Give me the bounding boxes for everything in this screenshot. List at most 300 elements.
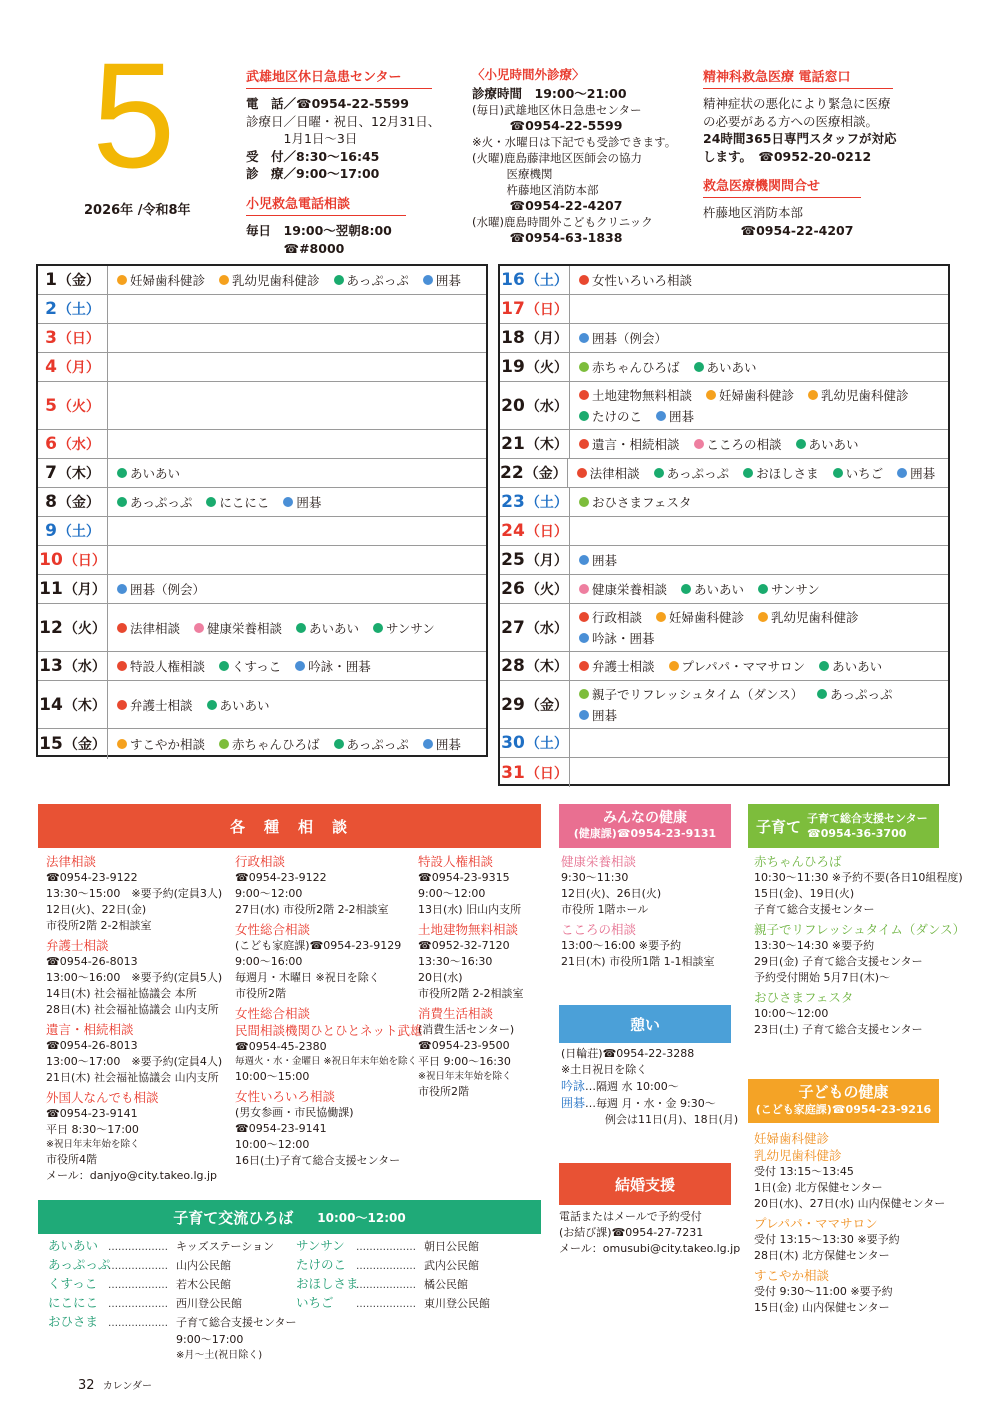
- dot-leader: ………………: [356, 1280, 416, 1291]
- weekday: 木: [539, 659, 554, 675]
- event-label: 健康栄養相談: [207, 620, 283, 636]
- section-heading: 特設人権相談: [418, 854, 494, 869]
- weekday: 火: [77, 620, 92, 637]
- info-text: 20日(水)、27日(水) 山内保健センター: [754, 1197, 946, 1210]
- info-block: [754, 921, 966, 986]
- pediatric-line: ※火・水曜日は下記でも受診できます。: [472, 134, 677, 149]
- hiroba-place: 東川登公民館: [424, 1297, 490, 1310]
- calendar-row-day-3: [38, 324, 486, 353]
- kosodate-center: 子育て総合支援センター: [807, 812, 928, 825]
- dot-leader: ………………: [356, 1261, 416, 1272]
- info-text: 平日 9:00～16:30: [418, 1055, 511, 1068]
- event-label: 女性いろいろ相談: [592, 273, 693, 288]
- event-label: 囲碁: [592, 553, 618, 568]
- teal-dot-icon: [819, 661, 829, 671]
- info-block: [754, 1267, 954, 1316]
- event-label: あいあい: [219, 697, 270, 713]
- psych-line: の必要がある方への医療相談。: [703, 113, 879, 129]
- info-text: ☎0952-32-7120: [418, 939, 510, 952]
- green-dot-icon: [579, 497, 589, 507]
- igo-schedule: …毎週 月・水・金 9:30～: [585, 1097, 716, 1110]
- weekday: 土: [71, 524, 86, 540]
- info-text: 15日(金) 山内保健センター: [754, 1301, 890, 1314]
- calendar-row-day-13: [38, 652, 486, 681]
- kodomo-header: [748, 1079, 939, 1123]
- day-number: 25: [501, 550, 525, 570]
- calendar-row-day-30: [500, 729, 948, 758]
- psych-line: します。 ☎0952-20-0212: [703, 148, 872, 164]
- day-number: 20: [501, 395, 525, 416]
- red-dot-icon: [579, 390, 589, 400]
- holiday_center-line: 診 療／9:00～17:00: [246, 166, 380, 181]
- event-item: [117, 735, 205, 753]
- info-text: 市役所 1階ホール: [561, 903, 649, 916]
- weekday: 土: [539, 736, 554, 752]
- weekday-label: （土）: [525, 273, 568, 289]
- section-heading: おひさまフェスタ: [754, 990, 854, 1005]
- red-dot-icon: [579, 612, 589, 622]
- event-item: [656, 608, 744, 626]
- weekday: 金: [77, 737, 92, 753]
- info-text: 受付 13:15～13:30 ※要予約: [754, 1233, 900, 1246]
- day-number: 12: [39, 617, 63, 638]
- event-label: 妊婦歯科健診: [719, 388, 795, 403]
- date-cell: [500, 459, 568, 487]
- child-phone-title: 小児救急電話相談: [246, 193, 406, 216]
- event-item: [579, 329, 667, 347]
- consult-column-3: [418, 853, 548, 1103]
- day-number: 6: [45, 434, 57, 454]
- weekday-label: （土）: [57, 302, 100, 318]
- day-number: 19: [501, 357, 525, 377]
- teal-dot-icon: [334, 275, 344, 285]
- event-item: [117, 493, 192, 511]
- hiroba-place: 橘公民館: [424, 1278, 468, 1291]
- blue-dot-icon: [283, 497, 293, 507]
- orange-dot-icon: [656, 612, 666, 622]
- event-label: 囲碁（例会）: [130, 582, 206, 597]
- day-number: 10: [39, 550, 63, 570]
- event-item: [296, 619, 359, 637]
- holiday_center-line: 1月1日～3日: [246, 131, 358, 146]
- weekday: 土: [539, 495, 554, 511]
- footer: [78, 1377, 152, 1393]
- event-item: [117, 696, 193, 714]
- event-label: 親子でリフレッシュタイム（ダンス）: [592, 687, 804, 702]
- date-cell: [38, 604, 108, 651]
- info-text: 9:00～12:00: [235, 887, 303, 900]
- pediatric-line: (火曜)鹿島藤津地区医師会の協力: [472, 150, 642, 165]
- info-text: ☎0954-23-9141: [46, 1107, 138, 1120]
- info-text: 毎週月・木曜日 ※祝日を除く: [235, 971, 380, 984]
- event-item: [579, 706, 617, 724]
- weekday-label: （金）: [57, 495, 100, 511]
- day-number: 30: [501, 733, 525, 753]
- event-item: [579, 551, 617, 569]
- event-line: [579, 493, 948, 511]
- holiday-center-block: [246, 66, 441, 183]
- calendar-row-day-29: [500, 681, 948, 729]
- hiroba-title: 子育て交流ひろば: [173, 1208, 294, 1227]
- event-line: [117, 696, 486, 714]
- info-block: [235, 1088, 420, 1169]
- hiroba-place: 武内公民館: [424, 1259, 479, 1272]
- info-text: 12日(火)、26日(火): [561, 887, 662, 900]
- info-block: [46, 1089, 231, 1184]
- event-item: [808, 386, 909, 404]
- date-cell: [500, 266, 570, 294]
- day-number: 9: [45, 521, 57, 541]
- info-text: 10:00～15:00: [235, 1070, 310, 1083]
- info-text: 市役所2階: [418, 1085, 469, 1098]
- calendar-row-day-6: [38, 430, 486, 459]
- emergency-title: 救急医療機関問合せ: [703, 175, 861, 198]
- info-text: 21日(木) 市役所1階 1-1相談室: [561, 955, 715, 968]
- weekday: 日: [539, 524, 554, 540]
- day-number: 21: [501, 434, 525, 454]
- info-block: [46, 937, 231, 1018]
- event-line: [577, 464, 949, 482]
- info-text: 10:00～12:00: [754, 1007, 829, 1020]
- section-heading: 弁護士相談: [46, 938, 109, 953]
- event-item: [694, 358, 757, 376]
- event-list: [108, 657, 486, 675]
- weekday: 木: [77, 697, 92, 714]
- date-cell: [500, 729, 570, 757]
- date-cell: [500, 324, 570, 352]
- day-number: 27: [501, 617, 525, 638]
- calendar-row-day-18: [500, 324, 948, 353]
- calendar-row-day-16: [500, 266, 948, 295]
- event-list: [108, 580, 486, 598]
- teal-dot-icon: [219, 661, 229, 671]
- weekday: 日: [77, 553, 92, 569]
- event-item: [283, 493, 321, 511]
- date-cell: [500, 353, 570, 381]
- orange-dot-icon: [669, 661, 679, 671]
- pediatric-block: [472, 66, 677, 246]
- info-text: 27日(水) 市役所2階 2-2相談室: [235, 903, 389, 916]
- info-text: 予約受付開始 5月7日(木)～: [754, 971, 891, 984]
- info-text: 21日(木) 社会福祉協議会 山内支所: [46, 1071, 219, 1084]
- teal-dot-icon: [117, 468, 127, 478]
- day-number: 8: [45, 492, 57, 512]
- date-cell: [38, 681, 108, 728]
- section-heading: 行政相談: [235, 854, 286, 869]
- event-label: 乳幼児歯科健診: [232, 273, 320, 288]
- event-label: 健康栄養相談: [592, 582, 668, 597]
- info-text: 市役所2階: [235, 987, 286, 1000]
- blue-dot-icon: [579, 555, 589, 565]
- date-cell: [500, 517, 570, 545]
- info-text: 28日(木) 社会福祉協議会 山内支所: [46, 1003, 219, 1016]
- emergency-lines: [703, 204, 861, 239]
- event-label: あいあい: [694, 582, 745, 597]
- ikoi-body: [561, 1046, 739, 1128]
- month-number: 5: [92, 31, 176, 199]
- event-item: [194, 619, 282, 637]
- event-line: [579, 329, 948, 347]
- event-item: [897, 464, 935, 482]
- event-item: [656, 407, 694, 425]
- event-list: [570, 685, 948, 724]
- info-block: [561, 921, 736, 970]
- event-line: [579, 386, 948, 404]
- day-number: 16: [501, 270, 525, 290]
- weekday: 日: [539, 302, 554, 318]
- section-heading: 遺言・相続相談: [46, 1022, 134, 1037]
- date-cell: [38, 295, 108, 323]
- date-cell: [38, 517, 108, 545]
- info-block: [418, 1005, 548, 1100]
- calendar-row-day-8: [38, 488, 486, 517]
- blue-dot-icon: [295, 661, 305, 671]
- hiroba-name: おほしさま: [296, 1276, 359, 1291]
- info-text: 15日(金)、19日(火): [754, 887, 855, 900]
- red-dot-icon: [579, 439, 589, 449]
- info-text: 13:30～15:00 ※要予約(定員3人): [46, 887, 223, 900]
- event-item: [579, 657, 655, 675]
- day-number: 13: [39, 656, 63, 676]
- event-line: [579, 551, 948, 569]
- year-label: 2026年 /令和8年: [84, 203, 191, 218]
- hiroba-name: あっぷっぷ: [48, 1257, 111, 1272]
- event-list: [108, 619, 486, 637]
- day-number: 23: [501, 492, 525, 512]
- event-line: [117, 493, 486, 511]
- event-item: [207, 696, 270, 714]
- info-note: 毎週火・水・金曜日 ※祝日年末年始を除く: [235, 1056, 417, 1067]
- footer-label: カレンダー: [102, 1381, 153, 1392]
- calendar-row-day-25: [500, 546, 948, 575]
- event-item: [579, 580, 667, 598]
- consult-column-1: [46, 853, 231, 1187]
- info-text: ☎0954-26-8013: [46, 1039, 138, 1052]
- teal-dot-icon: [758, 584, 768, 594]
- info-text: ☎0954-23-9122: [235, 871, 327, 884]
- info-block: [754, 1130, 954, 1212]
- event-label: いちご: [845, 466, 884, 481]
- emergency-line: ☎0954-22-4207: [703, 222, 854, 238]
- event-line: [579, 358, 948, 376]
- weekday: 木: [539, 437, 554, 453]
- psych-line: 24時間365日専門スタッフが対応: [703, 131, 897, 146]
- event-list: [570, 329, 948, 347]
- teal-dot-icon: [206, 497, 216, 507]
- weekday-label: （火）: [57, 398, 100, 415]
- consult-column-2: [235, 853, 423, 1172]
- event-label: たけのこ: [592, 409, 643, 424]
- emergency-line: 杵藤地区消防本部: [703, 205, 804, 220]
- day-number: 14: [39, 694, 63, 715]
- teal-dot-icon: [296, 623, 306, 633]
- weekday-label: （火）: [525, 360, 568, 376]
- teal-dot-icon: [694, 362, 704, 372]
- day-number: 29: [501, 694, 525, 715]
- weekday-label: （月）: [525, 331, 568, 347]
- event-label: 法律相談: [130, 620, 181, 636]
- emergency-block: [703, 175, 861, 239]
- event-list: [570, 271, 948, 289]
- event-label: あいあい: [309, 620, 360, 636]
- kodomo-subtitle: (こども家庭課)☎0954-23-9216: [755, 1103, 932, 1116]
- section-heading: 土地建物無料相談: [418, 922, 519, 937]
- section-heading: すこやか相談: [754, 1268, 830, 1283]
- info-note: ※祝日年末年始を除く: [418, 1071, 512, 1082]
- hiroba-name: たけのこ: [296, 1257, 347, 1272]
- hiroba-name: サンサン: [296, 1238, 345, 1253]
- event-item: [796, 435, 859, 453]
- date-cell: [38, 488, 108, 516]
- weekday-label: （水）: [63, 659, 106, 675]
- event-item: [219, 735, 320, 753]
- calendar-row-day-17: [500, 295, 948, 324]
- event-item: [579, 271, 692, 289]
- section-heading: 赤ちゃんひろば: [754, 854, 842, 869]
- pink-dot-icon: [579, 584, 589, 594]
- hiroba-place: 朝日公民館: [424, 1240, 479, 1253]
- dot-leader: ………………: [108, 1261, 168, 1272]
- event-label: サンサン: [771, 582, 820, 597]
- blue-dot-icon: [117, 584, 127, 594]
- event-item: [373, 619, 435, 637]
- event-item: [579, 386, 692, 404]
- event-label: あっぷっぷ: [830, 687, 893, 702]
- event-label: 吟詠・囲碁: [308, 659, 371, 674]
- weekday-label: （水）: [525, 398, 568, 415]
- weekday-label: （火）: [525, 582, 568, 598]
- pink-dot-icon: [694, 439, 704, 449]
- event-line: [579, 685, 948, 703]
- date-cell: [38, 459, 108, 487]
- dot-leader: ………………: [108, 1280, 168, 1291]
- weekday: 火: [539, 582, 554, 598]
- pink-dot-icon: [194, 623, 204, 633]
- kodomo-items: [754, 1130, 954, 1319]
- dot-leader: ………………: [108, 1242, 168, 1253]
- event-line: [117, 271, 486, 289]
- red-dot-icon: [579, 661, 589, 671]
- weekday-label: （火）: [63, 620, 106, 637]
- date-cell: [500, 382, 570, 429]
- event-label: あいあい: [832, 659, 883, 674]
- red-dot-icon: [579, 275, 589, 285]
- info-text: ☎0954-23-9122: [46, 871, 138, 884]
- day-number: 4: [45, 357, 57, 377]
- event-item: [579, 358, 680, 376]
- date-cell: [500, 758, 570, 787]
- hiroba-name: にこにこ: [48, 1295, 99, 1310]
- event-item: [579, 629, 655, 647]
- info-text: 23日(土) 子育て総合支援センター: [754, 1023, 923, 1036]
- weekday: 金: [71, 495, 86, 511]
- orange-dot-icon: [758, 612, 768, 622]
- info-note: ※祝日年末年始を除く: [46, 1139, 140, 1150]
- info-text: (こども家庭課)☎0954-23-9129: [235, 939, 402, 952]
- weekday: 水: [71, 437, 86, 453]
- event-item: [577, 464, 640, 482]
- kenko-items: [561, 853, 736, 973]
- weekday-label: （金）: [63, 737, 106, 753]
- weekday-label: （水）: [525, 620, 568, 637]
- section-heading: 民間相談機関ひとひとネット武雄: [235, 1023, 423, 1038]
- event-label: にこにこ: [219, 495, 270, 510]
- hiroba-note: ※月～土(祝日除く): [176, 1350, 263, 1361]
- hiroba-row: [48, 1237, 298, 1256]
- kenko-subtitle: (健康課)☎0954-23-9131: [573, 827, 717, 840]
- weekday-label: （月）: [525, 553, 568, 569]
- date-cell: [500, 546, 570, 574]
- hiroba-row: [48, 1313, 298, 1332]
- info-block: [754, 989, 954, 1038]
- event-item: [334, 271, 409, 289]
- weekday-label: （日）: [525, 302, 568, 318]
- event-item: [817, 685, 892, 703]
- weekday: 月: [539, 331, 554, 347]
- hiroba-right-list: [296, 1237, 536, 1313]
- event-label: 赤ちゃんひろば: [232, 737, 320, 752]
- child-phone-lines: [246, 222, 406, 257]
- event-line: [579, 580, 948, 598]
- weekday-label: （水）: [57, 437, 100, 453]
- info-block: [46, 853, 231, 934]
- event-label: 妊婦歯科健診: [669, 610, 745, 625]
- hiroba-name: いちご: [296, 1295, 334, 1310]
- event-list: [108, 696, 486, 714]
- weekday-label: （木）: [63, 697, 106, 714]
- event-line: [579, 271, 948, 289]
- teal-dot-icon: [743, 468, 753, 478]
- info-block: [46, 1021, 231, 1086]
- section-heading: 親子でリフレッシュタイム（ダンス）: [754, 922, 966, 937]
- event-label: 弁護士相談: [592, 659, 655, 674]
- info-text: 13:30～16:30: [418, 955, 493, 968]
- event-line: [579, 407, 948, 425]
- event-line: [579, 657, 948, 675]
- pediatric-line: (毎日)武雄地区休日急患センター: [472, 102, 642, 117]
- hiroba-row: [48, 1294, 298, 1313]
- event-line: [579, 435, 948, 453]
- section-heading: 外国人なんでも相談: [46, 1090, 159, 1105]
- date-cell: [38, 353, 108, 381]
- kekkon-body: [559, 1209, 739, 1257]
- event-label: すこやか相談: [130, 737, 206, 752]
- calendar-row-day-28: [500, 652, 948, 681]
- info-text: 16日(土)子育て総合支援センター: [235, 1154, 401, 1167]
- day-number: 7: [45, 463, 57, 483]
- event-item: [219, 657, 281, 675]
- info-block: [235, 853, 420, 918]
- date-cell: [500, 488, 570, 516]
- section-heading: 乳幼児歯科健診: [754, 1148, 842, 1163]
- weekday: 月: [539, 553, 554, 569]
- weekday: 月: [77, 582, 92, 598]
- psych-line: 精神症状の悪化により緊急に医療: [703, 96, 891, 111]
- calendar-row-day-21: [500, 430, 948, 459]
- event-list: [108, 271, 486, 289]
- holiday-center-lines: [246, 95, 441, 183]
- day-number: 31: [501, 762, 525, 783]
- calendar-row-day-23: [500, 488, 948, 517]
- kekkon-line: メール：omusubi@city.takeo.lg.jp: [559, 1242, 741, 1255]
- info-text: 13:30～14:30 ※要予約: [754, 939, 875, 952]
- event-item: [579, 608, 642, 626]
- teal-dot-icon: [681, 584, 691, 594]
- event-label: 赤ちゃんひろば: [592, 360, 680, 375]
- section-heading: 消費生活相談: [418, 1006, 494, 1021]
- day-number: 24: [501, 521, 525, 541]
- event-item: [117, 271, 205, 289]
